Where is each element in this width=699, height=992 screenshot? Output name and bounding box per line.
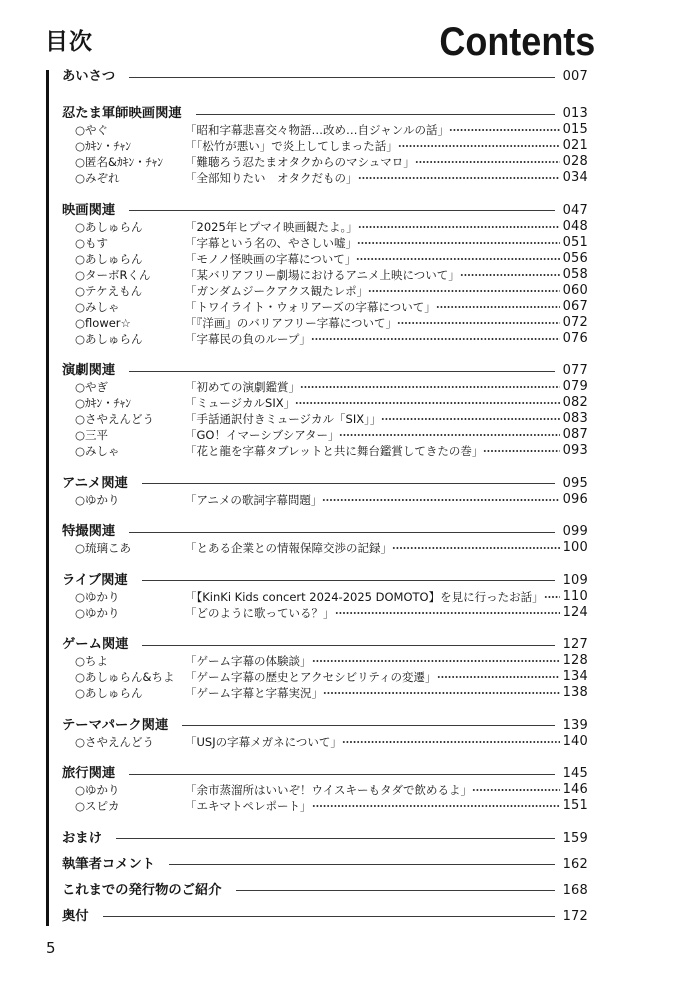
dotted-leader: [312, 653, 561, 669]
entry-page-number: 140: [562, 733, 588, 749]
table-of-contents: [62, 69, 588, 925]
heading-rule: [236, 890, 555, 891]
entry-author: ○みぞれ: [75, 171, 120, 185]
entry-author: ○あしゅらん&ちよ: [75, 670, 175, 684]
section-heading: 旅行関連: [62, 766, 116, 781]
entry-title: 「ミュージカルSIX」: [185, 396, 296, 410]
dotted-leader: [415, 154, 560, 170]
section-heading-row: [62, 69, 588, 85]
entry-page-number: 093: [562, 443, 588, 458]
entry-author: ○ゆかり: [75, 492, 120, 507]
heading-rule: [182, 725, 555, 726]
entry-page-number: 124: [562, 604, 588, 620]
section-page-number: 077: [562, 363, 588, 378]
entry-author: ○やぐ: [75, 123, 109, 137]
dotted-leader: [335, 605, 561, 621]
section-heading-row: [62, 766, 588, 782]
entry-title: 「『洋画』のバリアフリー字幕について」: [185, 315, 398, 330]
heading-rule: [129, 210, 555, 211]
toc-section: [62, 476, 588, 508]
dotted-leader: [437, 669, 560, 685]
entry-title: 「某バリアフリー劇場におけるアニメ上映について」: [185, 267, 460, 282]
section-page-number: 139: [562, 717, 588, 733]
entry-title: 「2025年ヒプマイ映画観たよ。」: [185, 219, 358, 234]
section-heading: これまでの発行物のご紹介: [62, 882, 222, 898]
entry-author: ○ちよ: [75, 654, 109, 668]
entry-author: ○ゆかり: [75, 605, 120, 620]
entry-title: 「どのように歌っている？」: [185, 605, 335, 620]
section-heading-row: [62, 524, 588, 540]
toc-entry: [62, 235, 588, 251]
entry-page-number: 015: [562, 122, 588, 137]
entry-page-number: 100: [562, 540, 588, 555]
entry-author: ○ゆかり: [75, 783, 120, 797]
toc-entry: [62, 734, 588, 750]
toc-entry: [62, 283, 588, 299]
dotted-leader: [342, 734, 560, 750]
entry-page-number: 076: [562, 330, 588, 346]
toc-entry: [62, 782, 588, 798]
section-heading-row: [62, 106, 588, 122]
entry-title: 「字幕という名の、やさしい嘘」: [185, 235, 358, 250]
entry-page-number: 034: [562, 170, 588, 185]
entry-page-number: 051: [562, 234, 588, 250]
toc-section: [62, 69, 588, 85]
dotted-leader: [357, 235, 560, 251]
entry-page-number: 096: [562, 491, 588, 507]
dotted-leader: [436, 299, 560, 315]
toc-entry: [62, 379, 588, 395]
entry-author: ○さやえんどう: [75, 412, 155, 426]
toc-entry: [62, 685, 588, 701]
entry-title: 「【KinKi Kids concert 2024-2025 DOMOTO】を見に行ったお話」: [185, 589, 544, 604]
section-page-number: 095: [562, 475, 588, 491]
entry-title: 「とある企業との情報保障交渉の記録」: [185, 541, 392, 555]
toc-entry: [62, 315, 588, 331]
toc-section: [62, 831, 588, 847]
toc-entry: [62, 331, 588, 347]
section-page-number: 047: [562, 202, 588, 218]
section-page-number: 127: [562, 637, 588, 652]
toc-entry: [62, 427, 588, 443]
entry-author: ○あしゅらん: [75, 686, 143, 700]
section-page-number: 099: [562, 524, 588, 539]
entry-title: 「ガンダムジークアクス観たレポ」: [185, 283, 369, 298]
entry-title: 「アニメの歌詞字幕問題」: [185, 492, 323, 507]
entry-page-number: 146: [562, 782, 588, 797]
section-heading: テーマパーク関連: [62, 717, 169, 733]
entry-author: ○琉璃こあ: [75, 541, 132, 555]
section-heading: 奥付: [62, 908, 89, 924]
entry-author: ○ｶｷﾝ・ﾁｬﾝ: [75, 396, 132, 410]
toc-entry: [62, 122, 588, 138]
heading-rule: [129, 371, 555, 372]
page-number: 5: [46, 939, 56, 957]
dotted-leader: [323, 685, 560, 701]
entry-page-number: 060: [562, 282, 588, 298]
heading-rule: [129, 77, 555, 78]
section-heading-row: [62, 718, 588, 734]
dotted-leader: [381, 411, 560, 427]
entry-title: 「USJの字幕メガネについて」: [185, 734, 342, 749]
section-heading: ライブ関連: [62, 572, 128, 588]
heading-rule: [129, 532, 555, 533]
toc-entry: [62, 154, 588, 170]
entry-page-number: 048: [562, 218, 588, 234]
toc-section: [62, 637, 588, 701]
entry-title: 「GO！イマーシブシアター」: [185, 428, 340, 442]
toc-entry: [62, 411, 588, 427]
entry-title: 「花と龍を字幕タブレットと共に舞台鑑賞してきたの巻」: [185, 444, 484, 458]
entry-author: ○テケえもん: [75, 283, 143, 298]
entry-page-number: 056: [562, 250, 588, 266]
heading-rule: [142, 580, 555, 581]
section-heading-row: [62, 363, 588, 379]
dotted-leader: [295, 395, 560, 411]
toc-entry: [62, 540, 588, 556]
dotted-leader: [300, 379, 560, 395]
dotted-leader: [339, 427, 560, 443]
entry-author: ○flower☆: [75, 315, 131, 330]
section-heading-row: [62, 883, 588, 899]
toc-entry: [62, 653, 588, 669]
entry-author: ○やぎ: [75, 380, 109, 394]
entry-page-number: 028: [562, 154, 588, 169]
entry-author: ○あしゅらん: [75, 219, 143, 234]
entry-title: 「難聴ろう忍たまオタクからのマシュマロ」: [185, 155, 415, 169]
heading-rule: [196, 114, 555, 115]
section-heading: 映画関連: [62, 202, 116, 218]
entry-author: ○ｶｷﾝ・ﾁｬﾝ: [75, 139, 132, 153]
toc-section: [62, 106, 588, 186]
entry-page-number: 134: [562, 669, 588, 684]
entry-author: ○もす: [75, 235, 109, 250]
toc-entry: [62, 299, 588, 315]
entry-title: 「ゲーム字幕と字幕実況」: [185, 686, 323, 700]
toc-section: [62, 766, 588, 814]
entry-page-number: 067: [562, 298, 588, 314]
toc-section: [62, 857, 588, 873]
entry-title: 「モノノ怪映画の字幕について」: [185, 251, 357, 266]
entry-author: ○さやえんどう: [75, 734, 155, 749]
entry-title: 「トワイライト・ウォリアーズの字幕について」: [185, 299, 436, 314]
toc-entry: [62, 395, 588, 411]
entry-page-number: 151: [562, 798, 588, 813]
toc-section: [62, 203, 588, 347]
entry-page-number: 058: [562, 266, 588, 282]
entry-page-number: 087: [562, 427, 588, 442]
section-page-number: 007: [562, 69, 588, 84]
section-heading-row: [62, 203, 588, 219]
entry-author: ○匿名&ｶｷﾝ・ﾁｬﾝ: [75, 155, 164, 169]
toc-entry: [62, 138, 588, 154]
toc-entry: [62, 589, 588, 605]
heading-rule: [142, 645, 555, 646]
entry-title: 「全部知りたい オタクだもの」: [185, 171, 358, 185]
entry-title: 「ゲーム字幕の体験談」: [185, 654, 312, 668]
entry-title: 「字幕民の負のループ」: [185, 331, 311, 346]
section-heading-row: [62, 637, 588, 653]
entry-title: 「昭和字幕悲喜交々物語…改め…自ジャンルの話」: [185, 123, 449, 137]
section-heading: 特撮関連: [62, 524, 116, 539]
entry-author: ○あしゅらん: [75, 331, 143, 346]
entry-page-number: 021: [562, 138, 588, 153]
entry-title: 「ゲーム字幕の歴史とアクセシビリティの変遷」: [185, 670, 437, 684]
heading-rule: [142, 483, 555, 484]
section-heading-row: [62, 573, 588, 589]
toc-section: [62, 573, 588, 621]
entry-page-number: 079: [562, 379, 588, 394]
section-page-number: 162: [562, 856, 588, 872]
toc-entry: [62, 669, 588, 685]
toc-entry: [62, 798, 588, 814]
dotted-leader: [322, 492, 560, 508]
entry-title: 「エキマトペレポート」: [185, 799, 312, 813]
entry-author: ○スピカ: [75, 799, 120, 813]
dotted-leader: [368, 283, 560, 299]
dotted-leader: [356, 251, 560, 267]
section-heading-row: [62, 857, 588, 873]
entry-title: 「手話通訳付きミュージカル「SIX」」: [185, 412, 382, 426]
toc-section: [62, 909, 588, 925]
toc-entry: [62, 267, 588, 283]
entry-title: 「余市蒸溜所はいいぞ！ウイスキーもタダで飲めるよ」: [185, 783, 473, 797]
heading-rule: [129, 774, 555, 775]
page-title-en: Contents: [439, 20, 595, 64]
toc-entry: [62, 605, 588, 621]
section-heading: アニメ関連: [62, 475, 128, 491]
heading-rule: [169, 864, 555, 865]
section-heading-row: [62, 909, 588, 925]
section-page-number: 013: [562, 106, 588, 121]
section-page-number: 159: [562, 830, 588, 846]
section-heading: 執筆者コメント: [62, 856, 156, 872]
dotted-leader: [397, 315, 560, 331]
entry-page-number: 072: [562, 314, 588, 330]
entry-author: ○ゆかり: [75, 589, 120, 604]
page-title-ja: 目次: [45, 29, 93, 55]
toc-entry: [62, 251, 588, 267]
section-page-number: 109: [562, 572, 588, 588]
dotted-leader: [472, 782, 560, 798]
section-heading: 演劇関連: [62, 363, 116, 378]
dotted-leader: [312, 798, 561, 814]
entry-page-number: 082: [562, 395, 588, 410]
section-page-number: 172: [562, 908, 588, 924]
toc-entry: [62, 492, 588, 508]
toc-entry: [62, 219, 588, 235]
dotted-leader: [358, 170, 561, 186]
section-page-number: 145: [562, 766, 588, 781]
toc-vertical-rule: [46, 70, 49, 926]
dotted-leader: [449, 122, 560, 138]
toc-entry: [62, 170, 588, 186]
heading-rule: [103, 916, 555, 917]
entry-author: ○あしゅらん: [75, 251, 143, 266]
section-heading-row: [62, 831, 588, 847]
entry-page-number: 128: [562, 653, 588, 668]
section-heading: おまけ: [62, 830, 102, 846]
section-heading: ゲーム関連: [62, 637, 129, 652]
dotted-leader: [311, 331, 560, 347]
section-heading: あいさつ: [62, 69, 116, 84]
toc-entry: [62, 443, 588, 459]
entry-author: ○みしゃ: [75, 444, 120, 458]
entry-author: ○三平: [75, 428, 109, 442]
entry-page-number: 083: [562, 411, 588, 426]
entry-title: 「「松竹が悪い」で炎上してしまった話」: [185, 139, 398, 153]
section-page-number: 168: [562, 882, 588, 898]
section-heading: 忍たま軍師映画関連: [62, 106, 182, 121]
dotted-leader: [392, 540, 560, 556]
toc-section: [62, 883, 588, 899]
toc-section: [62, 524, 588, 556]
dotted-leader: [544, 589, 560, 605]
dotted-leader: [483, 443, 560, 459]
entry-author: ○みしゃ: [75, 299, 120, 314]
entry-page-number: 110: [562, 588, 588, 604]
section-heading-row: [62, 476, 588, 492]
heading-rule: [116, 838, 555, 839]
dotted-leader: [398, 138, 560, 154]
toc-section: [62, 718, 588, 750]
entry-title: 「初めての演劇鑑賞」: [185, 380, 300, 394]
dotted-leader: [358, 219, 560, 235]
entry-page-number: 138: [562, 685, 588, 700]
toc-section: [62, 363, 588, 459]
entry-author: ○ターボRくん: [75, 267, 151, 282]
dotted-leader: [460, 267, 560, 283]
